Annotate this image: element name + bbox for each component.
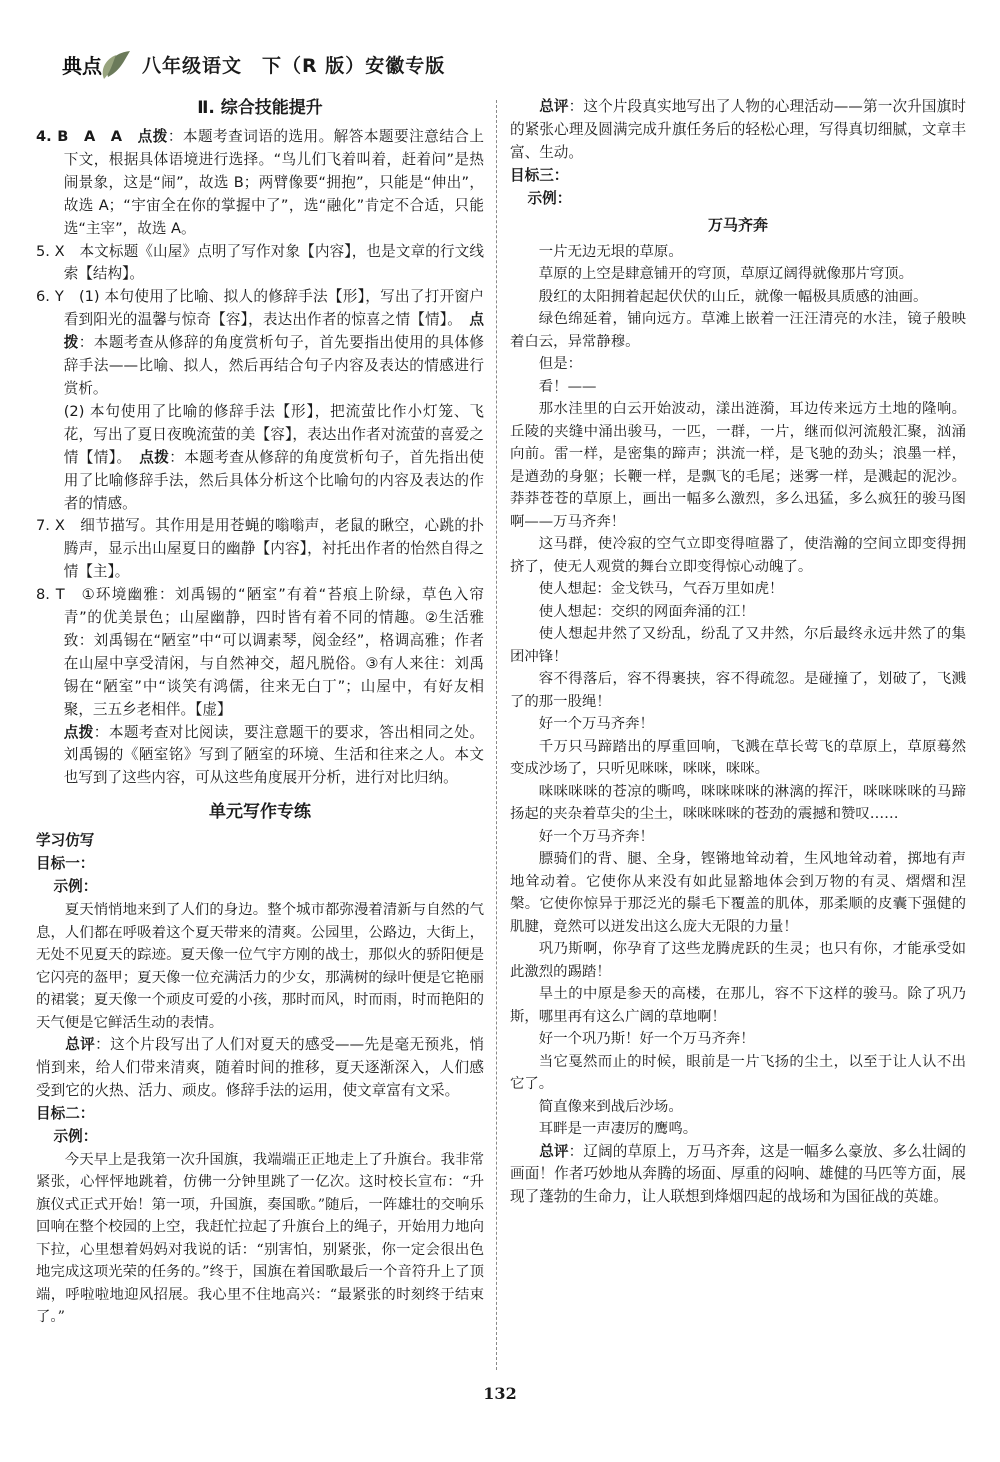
essay-paragraph: 简直像来到战后沙场。 (538, 1098, 683, 1115)
answer-8-hint (36, 722, 484, 791)
answer-6-hint1: ：本题考查从修辞的角度赏析句子，首先要指出使用的具体修辞手法——比喻、拟人，然后再结合句子内容及表达的情感进行赏析。 (63, 334, 484, 397)
essay-paragraph: 耳畔是一声凄厉的鹰鸣。 (538, 1121, 698, 1138)
essay-paragraph: 好一个万马齐奔！ (538, 828, 654, 845)
writing-section-title: 单元写作专练 (209, 802, 311, 823)
answer-8-hint-text: ：本题考查对比阅读，要注意题干的要求，答出相同之处。刘禹锡的《陋室铭》写到了陋室的环境、生活和往来之人。本文也写到了这些内容，可从这些角度展开分析，进行对比归纳。 (63, 723, 484, 787)
publisher-logo (60, 47, 134, 81)
comment-1-text: ：这个片段写出了人们对夏天的感受——先是毫无预兆，悄悄到来，给人们带来清爽，随着时间的推移，夏天逐渐深入，人们感受到它的火热、活力、顽皮。修辞手法的运用，使文章富有文采。 (36, 1036, 484, 1099)
page-header (60, 44, 940, 84)
page-number: 132 (483, 1384, 517, 1403)
answer-6-part2: (2) 本句使用了比喻的修辞手法【形】，把流萤比作小灯笼、飞花，写出了夏日夜晚流萤的美【容】，表达出作者对流萤的喜爱之情【情】。 (63, 402, 484, 466)
essay-paragraph: 旱土的中原是参天的高楼，在那儿，容不下这样的骏马。除了巩乃斯，哪里再有这么广阔的草地啊！ (510, 986, 966, 1025)
example-1-label: 示例： (53, 878, 98, 896)
essay-paragraph: 好一个巩乃斯！好一个万马齐奔！ (538, 1031, 755, 1048)
answer-4-text: ：本题考查词语的选用。解答本题要注意结合上下文，根据具体语境进行选择。“鸟儿们飞着叫着，赶着问”是热闹景象，这是“闹”，故选 B；两臂像要“拥抱”，只能是“伸出”，故选 A；“宇宙全在你的掌握中了”，选“融化”肯定不合适，只能选“主宰”，故选 A。 (63, 128, 484, 237)
essay-paragraph: 使人想起井然了又纷乱，纷乱了又井然，尔后最终永远井然了的集团冲锋！ (510, 626, 966, 665)
comment-3 (510, 1141, 966, 1210)
answer-6-part1: 6. Y (1) 本句使用了比喻、拟人的修辞手法【形】，写出了打开窗户看到阳光的温馨与惊奇【容】，表达出作者的惊喜之情【情】。 (36, 288, 484, 329)
imitation-title: 学习仿写 (36, 832, 95, 850)
essay-paragraph: 绿色绵延着，铺向远方。草滩上嵌着一汪汪清亮的水洼，镜子般映着白云，异常静穆。 (510, 311, 966, 350)
answer-5: 5. X 本文标题《山屋》点明了写作对象【内容】，也是文章的行文线索【结构】。 (36, 242, 484, 283)
answer-4 (36, 126, 484, 241)
hint-label: 点拨 (63, 723, 94, 741)
answer-7: 7. X 细节描写。其作用是用苍蝇的嗡嗡声，老鼠的瞅空，心跳的扑腾声，显示出山屋夏日的幽静【内容】，衬托出作者的怡然自得之情【主】。 (36, 517, 484, 581)
essay-paragraph: 使人想起：交织的网面奔涌的江！ (538, 603, 755, 620)
essay-paragraph: 千万只马蹄踏出的厚重回响，飞溅在草长莺飞的草原上，草原蓦然变成沙场了，只听见咪咪，咪咪，咪咪。 (510, 738, 966, 778)
essay-summer: 夏天悄悄地来到了人们的身边。整个城市都弥漫着清新与自然的气息，人们都在呼吸着这个夏天带来的清爽。公园里，公路边，大街上，无处不见夏天的踪迹。夏天像一位气宇方刚的战士，那似火的骄阳便是它闪亮的盔甲；夏天像一位充满活力的少女，那满树的绿叶便是它艳丽的裙裳；夏天像一个顽皮可爱的小孩，那时而风，时而雨，时而艳阳的天气便是它鲜活生动的表情。 (36, 902, 484, 1031)
svg-text:典点: 典点 (62, 54, 102, 78)
right-column (510, 96, 966, 1209)
comment-2-text: ：这个片段真实地写出了人物的心理活动——第一次升国旗时的紧张心理及圆满完成升旗任务后的轻松心理，写得真切细腻，文章丰富、生动。 (510, 98, 966, 161)
essay-paragraph: 咪咪咪咪的苍凉的嘶鸣，咪咪咪咪的淋漓的挥汗，咪咪咪咪的马蹄扬起的夹杂着草尖的尘土，咪咪咪咪的苍劲的震撼和赞叹…… (510, 783, 966, 823)
essay-paragraph: 好一个万马齐奔！ (538, 716, 654, 733)
essay-paragraph: 草原的上空是肆意铺开的穹顶，草原辽阔得就像那片穹顶。 (538, 266, 913, 283)
column-divider (496, 100, 497, 1370)
goal-1: 目标一： (36, 855, 95, 873)
hint-label: 点拨 (139, 448, 170, 466)
essay-paragraph: 巩乃斯啊，你孕育了这些龙腾虎跃的生灵；也只有你，才能承受如此激烈的踢踏！ (510, 941, 966, 980)
section-title: Ⅱ. 综合技能提升 (197, 98, 323, 118)
essay-paragraph: 使人想起：金戈铁马，气吞万里如虎！ (538, 581, 784, 598)
essay-paragraph: 那水洼里的白云开始波动，漾出涟漪，耳边传来远方土地的隆响。丘陵的夹缝中涌出骏马，一匹，一群，一片，继而似河流般汇聚，汹涌向前。雷一样，是密集的蹄声；洪流一样，是飞驰的劲头；浪墨一样，是遒劲的身躯；长鞭一样，是飘飞的毛尾；迷雾一样，是溅起的泥沙。莽莽苍苍的草原上，画出一幅多么激烈，多么迅猛，多么疯狂的骏马图啊——万马齐奔！ (510, 401, 966, 530)
comment-label: 总评 (65, 1036, 96, 1053)
essay-paragraph: 容不得落后，容不得裹挟，容不得疏忽。是碰撞了，划破了，飞溅了的那一股绳！ (510, 671, 966, 710)
answer-6-hint2: ：本题考查从修辞的角度赏析句子，首先指出使用了比喻修辞手法，然后具体分析这个比喻句的内容及表达的作者的情感。 (63, 448, 484, 512)
hint-label: 点拨 (63, 311, 484, 352)
comment-1 (36, 1034, 484, 1103)
essay-title: 万马齐奔 (707, 215, 768, 234)
comment-2 (510, 96, 966, 165)
comment-3-text: ：辽阔的草原上，万马齐奔，这是一幅多么豪放、多么壮阔的画面！作者巧妙地从奔腾的场面、厚重的闷响、雄健的马匹等方面，展现了蓬勃的生命力，让人联想到烽烟四起的战场和为国征战的英雄。 (510, 1142, 966, 1206)
goal-3: 目标三： (510, 166, 569, 184)
essay-paragraph: 但是： (538, 356, 582, 373)
left-column (36, 96, 484, 1329)
book-title: 八年级语文 下（R 版）安徽专版 (142, 54, 446, 77)
hint-label: 点拨 (137, 128, 168, 145)
essay-paragraph: 一片无边无垠的草原。 (538, 243, 683, 260)
comment-label: 总评 (539, 98, 569, 115)
goal-2: 目标二： (36, 1104, 95, 1122)
answer-6-sub2 (36, 401, 484, 516)
comment-label: 总评 (539, 1142, 569, 1160)
essay-paragraph: 这马群，使冷寂的空气立即变得喧嚣了，使浩瀚的空间立即变得拥挤了，使无人观赏的舞台立即变得惊心动魄了。 (510, 536, 966, 575)
essay-flag-raising: 今天早上是我第一次升国旗，我端端正正地走上了升旗台。我非常紧张，心怦怦地跳着，仿佛一分钟里跳了一亿次。这时校长宣布：“升旗仪式正式开始！第一项，升国旗，奏国歌。”随后，一阵雄壮的交响乐回响在整个校园的上空，我赶忙拉起了升旗台上的绳子，开始用力地向下拉，心里想着妈妈对我说的话：“别害怕，别紧张，你一定会很出色地完成这项光荣的任务的。”终于，国旗在着国歌最后一个音符升上了顶端，呼啦啦地迎风招展。我心里不住地高兴：“最紧张的时刻终于结束了。” (36, 1151, 484, 1326)
essay-paragraph: 当它戛然而止的时候，眼前是一片飞扬的尘土，以至于让人认不出它了。 (510, 1053, 966, 1093)
example-2-label: 示例： (53, 1127, 98, 1145)
essay-paragraph: 看！—— (538, 378, 597, 395)
essay-paragraph: 膘骑们的背、腿、全身，铿锵地耸动着，生风地耸动着，掷地有声地耸动着。它使你从来没有如此显豁地体会到万物的有灵、熠熠和涅槃。它使你惊异于那泛光的鬃毛下覆盖的肌体，那柔顺的皮囊下强健的肌腱，竟然可以迸发出这么庞大无限的力量！ (510, 851, 966, 935)
answer-6 (36, 286, 484, 401)
essay-paragraph: 殷红的太阳拥着起起伏伏的山丘，就像一幅极具质感的油画。 (538, 288, 928, 305)
answer-4-key: 4. B A A (36, 128, 138, 145)
answer-8: 8. T ①环境幽雅：刘禹锡的“陋室”有着“苔痕上阶绿，草色入帘青”的优美景色；山屋幽静，四时皆有着不同的情趣。②生活雅致：刘禹锡在“陋室”中“可以调素琴，阅金经”，格调高雅；作者在山屋中享受清闲，与自然神交，超凡脱俗。③有人来往：刘禹锡在“陋室”中“谈笑有鸿儒，往来无白丁”；山屋中，有好友相聚，三五乡老相伴。【虚】 (36, 586, 484, 718)
example-3-label: 示例： (527, 189, 572, 207)
